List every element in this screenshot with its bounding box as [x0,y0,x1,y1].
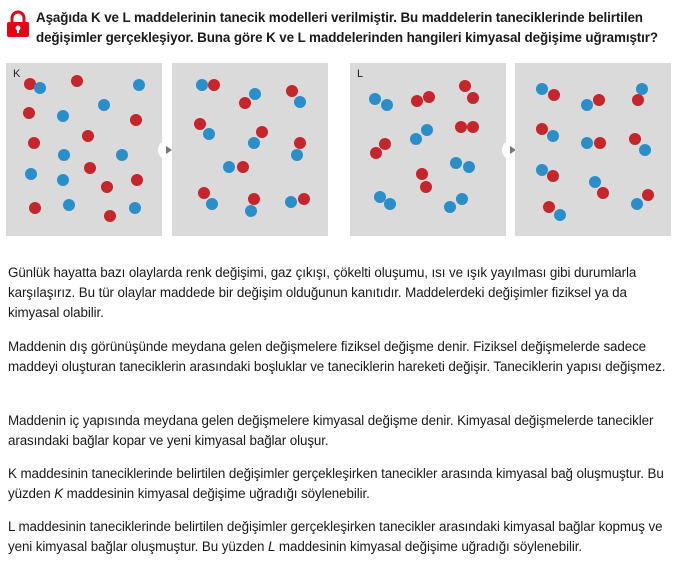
k-before-panel [6,63,162,236]
l-before-particles [350,63,506,236]
k-explanation-text-b: maddesinin kimyasal değişime uğradığı söylenebilir. [63,486,370,501]
k-label: K [13,68,21,80]
paragraph-k-explanation [8,464,676,504]
l-explanation-text-a: L maddesinin taneciklerinde belirtilen değişimler gerçekleşirken tanecikler arasındaki kimyasal bağlar kopmuş ve yeni kimyasal bağlar oluşmuştur. Bu yüzden [8,519,663,554]
k-explanation-text-a: K maddesinin taneciklerinde belirtilen değişimler gerçekleşirken tanecikler arasında kimyasal bağ oluşmuştur. Bu yüzden [8,466,664,501]
paragraph-chemical-change: Maddenin iç yapısında meydana gelen değişmelere kimyasal değişme denir. Kimyasal değişmelerde tanecikler arasındaki bağlar kopar ve yeni kimyasal bağlar oluşur. [8,413,654,448]
lock-icon [6,10,30,38]
red-particle-group [370,80,479,193]
l-after-panel [515,63,671,236]
k-after-particles [172,63,328,236]
l-after-particles [515,63,671,236]
red-particle-group [23,75,143,222]
l-emphasis: L [267,539,276,554]
paragraph-changes-intro: Günlük hayatta bazı olaylarda renk değişimi, gaz çıkışı, çökelti oluşumu, ısı ve ışık yayılması gibi durumlarla karşılaşırız. Bu tür olaylar maddede bir değişim olduğunun kanıtıdır. Maddelerdeki değişimler fiziksel ya da kimyasal olabilir. [8,265,637,320]
k-emphasis: K [54,486,64,501]
paragraph-l-explanation [8,517,676,557]
blue-particle-group [369,93,475,213]
l-label: L [357,68,364,80]
l-before-panel [350,63,506,236]
k-before-particles [6,63,162,236]
blue-particle-group [25,79,145,214]
l-explanation-text-b: maddesinin kimyasal değişime uğradığı söylenebilir. [275,539,582,554]
red-particle-group [536,89,654,213]
k-after-panel [172,63,328,236]
question-text: Aşağıda K ve L maddelerinin tanecik modelleri verilmiştir. Bu maddelerin taneciklerinde belirtilen değişimler gerçekleşiyor. Buna göre K ve L maddelerinden hangileri kimyasal değişime uğramıştır? [36,10,658,45]
paragraph-physical-change: Maddenin dış görünüşünde meydana gelen değişmelere fiziksel değişme denir. Fiziksel değişmelerde sadece maddeyi oluşturan taneciklerin arasındaki boşluklar ve taneciklerin hareketi değişir. Taneciklerin yapısı değişmez. [8,339,666,374]
